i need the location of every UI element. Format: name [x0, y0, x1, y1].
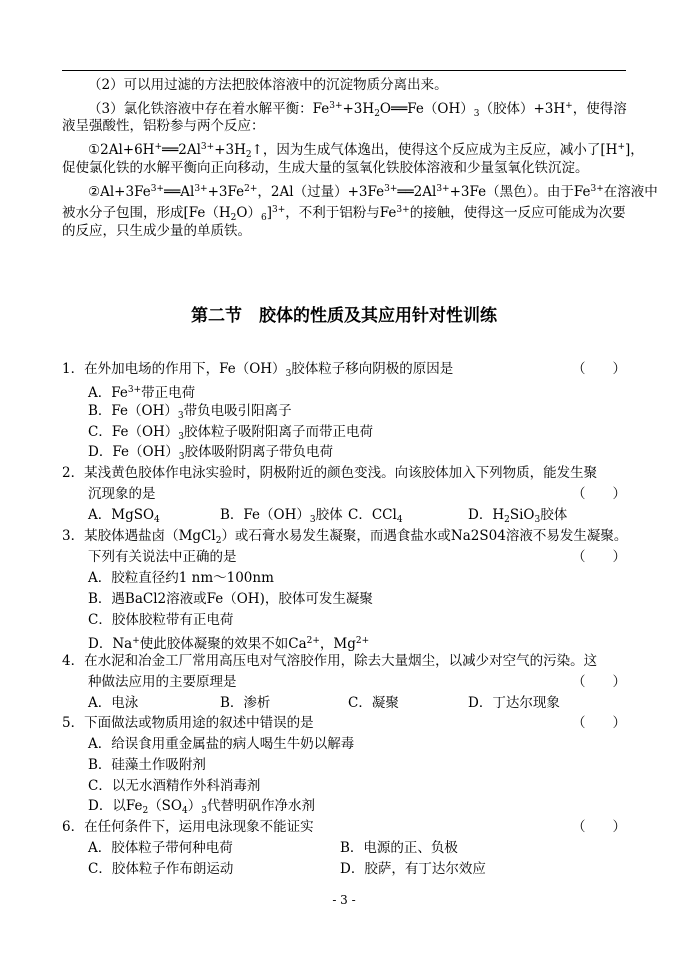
q1-option-b: B．$Fe(OH)_3$带负电吸引阳离子 [88, 403, 292, 421]
q6-option-d: D．胶萨，有丁达尔效应 [340, 861, 486, 877]
intro-line-4: $①2Al+6H^+══2Al^{3+}+3H_2↑$，因为生成气体逸出，使得这个反应成为主反应，减小了[H+]， [88, 142, 644, 160]
q6-stem: 6．在任何条件下，运用电泳现象不能证实 [62, 819, 314, 835]
q6-answer-blank: （ ） [572, 819, 626, 835]
q6-option-b: B．电源的正、负极 [340, 840, 458, 856]
q3-option-c: C．胶体胶粒带有正电荷 [88, 612, 234, 628]
q3-option-b: B．遇BaCl2溶液或Fe（OH)，胶体可发生凝聚 [88, 591, 373, 607]
equilibrium-sign: ══ [391, 101, 408, 117]
q2-option-d: D．$H_2SiO_3$胶体 [468, 507, 568, 525]
intro-line-1: （2）可以用过滤的方法把胶体溶液中的沉淀物质分离出来。 [88, 77, 448, 93]
intro-line-6: $②Al+3Fe^{3+}══Al^{3+}+3Fe^{2+}$，2Al（过量）$+3Fe^{3+}══2Al^{3+}+3Fe$（黑色）。由于$Fe^{3+}$在溶液中 [88, 184, 658, 200]
q5-option-c: C．以无水酒精作外科消毒剂 [88, 778, 261, 794]
q4-answer-blank: （ ） [572, 674, 626, 690]
q2-stem-line-1: 2．某浅黄色胶体作电泳实验时，阴极附近的颜色变浅。向该胶体加入下列物质，能发生聚 [62, 465, 598, 481]
q3-stem-line-1: 3．某胶体遇盐卤（MgCl$_2$）或石膏水易发生凝聚，而遇食盐水或Na2S04溶液不易发生凝聚。 [62, 528, 628, 546]
q2-option-a: A．MgSO$_4$ [88, 507, 160, 525]
q3-answer-blank: （ ） [572, 549, 626, 565]
q6-option-c: C．胶体粒子作布朗运动 [88, 861, 234, 877]
q5-option-a: A．给误食用重金属盐的病人喝生牛奶以解毒 [88, 736, 355, 752]
q1-option-d: D．$Fe(OH)_3$胶体吸附阴离子带负电荷 [88, 444, 334, 462]
q5-stem: 5．下面做法或物质用途的叙述中错误的是 [62, 715, 314, 731]
q4-stem-line-2: 种做法应用的主要原理是 [88, 674, 237, 690]
q5-option-d: D．以$Fe_2(SO_4)_3$代替明矾作净水剂 [88, 798, 315, 816]
q5-option-b: B．硅藻土作吸附剂 [88, 757, 206, 773]
q3-stem-line-2: 下列有关说法中正确的是 [88, 549, 237, 565]
q1-option-c: C．$Fe(OH)_3$胶体粒子吸附阳离子而带正电荷 [88, 424, 374, 442]
q2-option-b: B．$Fe(OH)_3$胶体 [220, 507, 343, 525]
section-title: 第二节 胶体的性质及其应用针对性训练 [191, 306, 497, 326]
q3-option-a: A．胶粒直径约1 nm～100nm [88, 570, 274, 586]
q2-stem-line-2: 沉现象的是 [88, 486, 156, 502]
q3-option-d: D．Na+使此胶体凝聚的效果不如$Ca^{2+}$，$Mg^{2+}$ [88, 636, 370, 652]
q4-option-c: C．凝聚 [348, 695, 399, 711]
q4-option-a: A．电泳 [88, 695, 139, 711]
intro-line-3: 液呈强酸性，铝粉参与两个反应： [62, 118, 265, 134]
q4-option-d: D．丁达尔现象 [468, 695, 560, 711]
q2-option-c: C．CCl$_4$ [348, 507, 403, 525]
intro-line-7: 被水分子包围，形成$[Fe(H_2O)_6]^{3+}$，不利于铝粉与$Fe^{3+}$的接触，使得这一反应可能成为次要 [62, 205, 626, 223]
q6-option-a: A．胶体粒子带何种电荷 [88, 840, 233, 856]
q5-answer-blank: （ ） [572, 715, 626, 731]
intro-line-2: （3）氯化铁溶液中存在着水解平衡：$Fe^{3+}+3H_2O══Fe(OH)_3$（胶体）+3H+，使得溶 [88, 101, 627, 119]
q1-stem: 1．在外加电场的作用下，$Fe(OH)_3$胶体粒子移向阴极的原因是 [62, 361, 454, 379]
intro-line-8: 的反应，只生成少量的单质铁。 [62, 223, 251, 239]
q4-option-b: B．渗析 [220, 695, 271, 711]
q1-option-a: A．$Fe^{3+}$带正电荷 [88, 385, 196, 401]
q4-stem-line-1: 4．在水泥和冶金工厂常用高压电对气溶胶作用，除去大量烟尘，以减少对空气的污染。这 [62, 653, 598, 669]
intro-line-5: 促使氯化铁的水解平衡向正向移动，生成大量的氢氧化铁胶体溶液和少量氢氧化铁沉淀。 [62, 160, 589, 176]
page-number: - 3 - [332, 893, 356, 907]
header-rule [62, 70, 626, 71]
q1-answer-blank: （ ） [572, 361, 626, 377]
q2-answer-blank: （ ） [572, 486, 626, 502]
